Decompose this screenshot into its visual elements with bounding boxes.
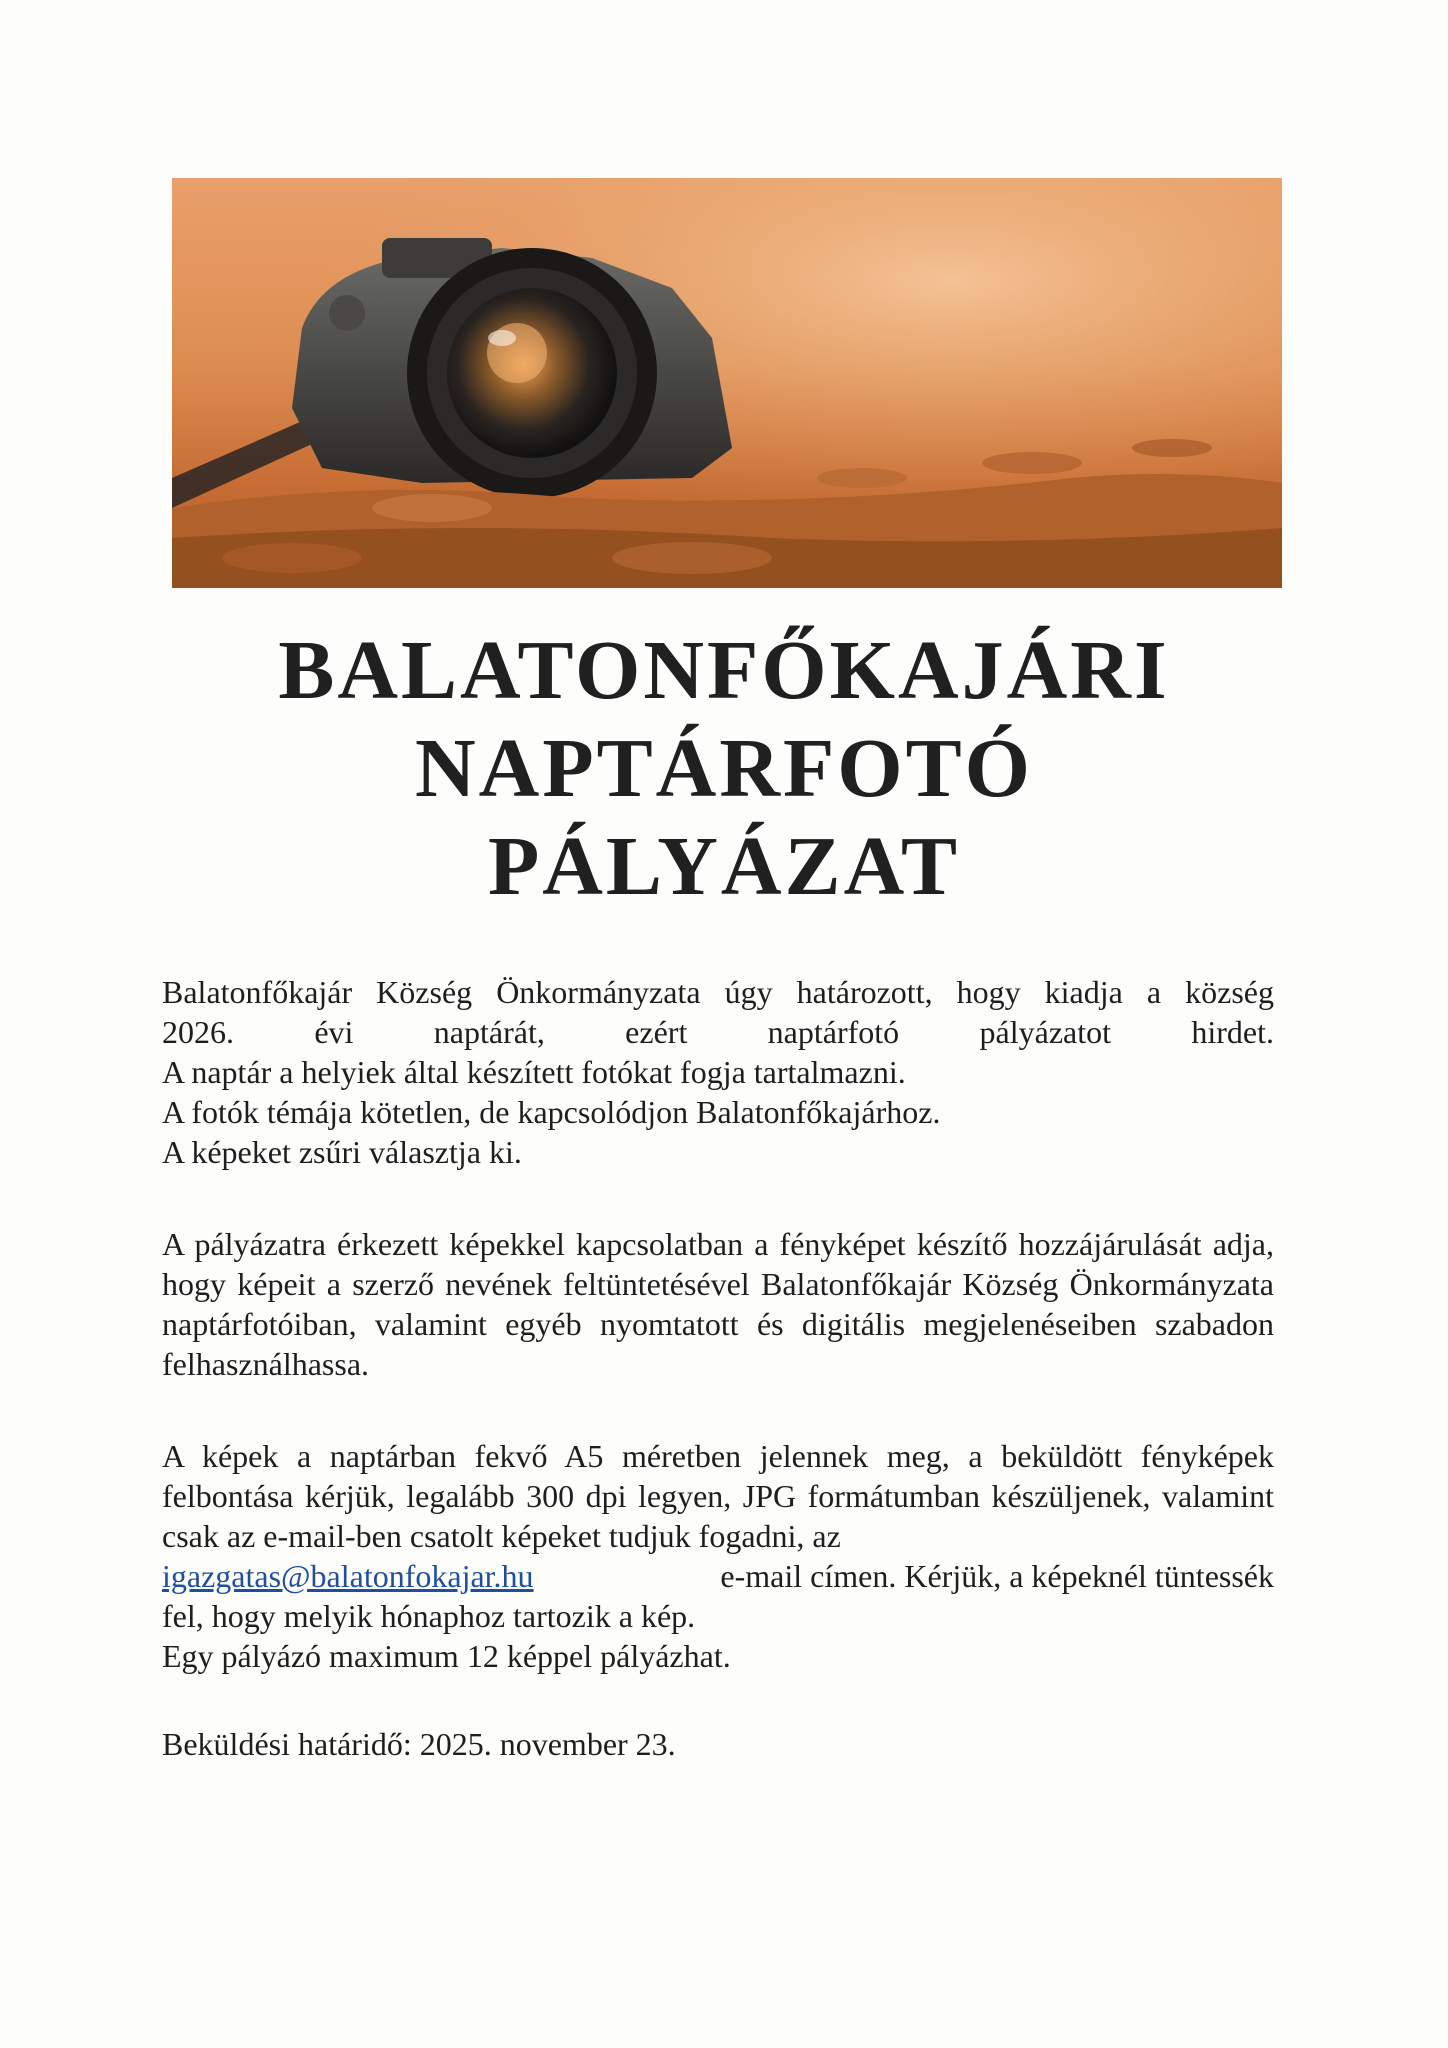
title-line-3: PÁLYÁZAT [487, 820, 961, 913]
title-line-1: BALATONFŐKAJÁRI [278, 624, 1170, 717]
deadline-text: Beküldési határidő: 2025. november 23. [162, 1726, 676, 1762]
intro-line-3: A naptár a helyiek által készített fotókat fogja tartalmazni. [162, 1054, 906, 1090]
requirements-limit-line: Egy pályázó maximum 12 képpel pályázhat. [162, 1638, 731, 1674]
requirements-text: A képek a naptárban fekvő A5 méretben jelennek meg, a beküldött fényképek felbontása kérjük, legalább 300 dpi legyen, JPG formátumban készüljenek, valamint csak az e-mail-ben csatolt képeket tudjuk fogadni, az [162, 1438, 1274, 1554]
intro-line-1: Balatonfőkajár Község Önkormányzata úgy határozott, hogy kiadja a község [162, 974, 1274, 1010]
requirements-month-line: fel, hogy melyik hónaphoz tartozik a kép. [162, 1598, 696, 1634]
camera-photo-icon [172, 178, 1282, 588]
consent-text: A pályázatra érkezett képekkel kapcsolatban a fényképet készítő hozzájárulását adja, hogy képeit a szerző nevének feltüntetésével Balatonfőkajár Község Önkormányzata naptárfotóiban, valamint egyéb nyomtatott és digitális megjelenéseiben szabadon felhasználhassa. [162, 1226, 1274, 1382]
email-link[interactable]: igazgatas@balatonfokajar.hu [162, 1558, 534, 1594]
page-title [0, 622, 1448, 916]
intro-line-2: 2026. évi naptárát, ezért naptárfotó pályázatot hirdet. [162, 1014, 1274, 1050]
intro-line-4: A fotók témája kötetlen, de kapcsolódjon Balatonfőkajárhoz. [162, 1094, 941, 1130]
intro-line-5: A képeket zsűri választja ki. [162, 1134, 522, 1170]
requirements-paragraph [162, 1436, 1274, 1676]
intro-paragraph [162, 972, 1274, 1172]
consent-paragraph [162, 1224, 1274, 1384]
header-photo [172, 178, 1282, 588]
deadline-paragraph [162, 1724, 1274, 1764]
email-line-rest: e-mail címen. Kérjük, a képeknél tüntessék [720, 1558, 1274, 1594]
title-line-2: NAPTÁRFOTÓ [415, 722, 1033, 815]
email-line [162, 1556, 1274, 1596]
